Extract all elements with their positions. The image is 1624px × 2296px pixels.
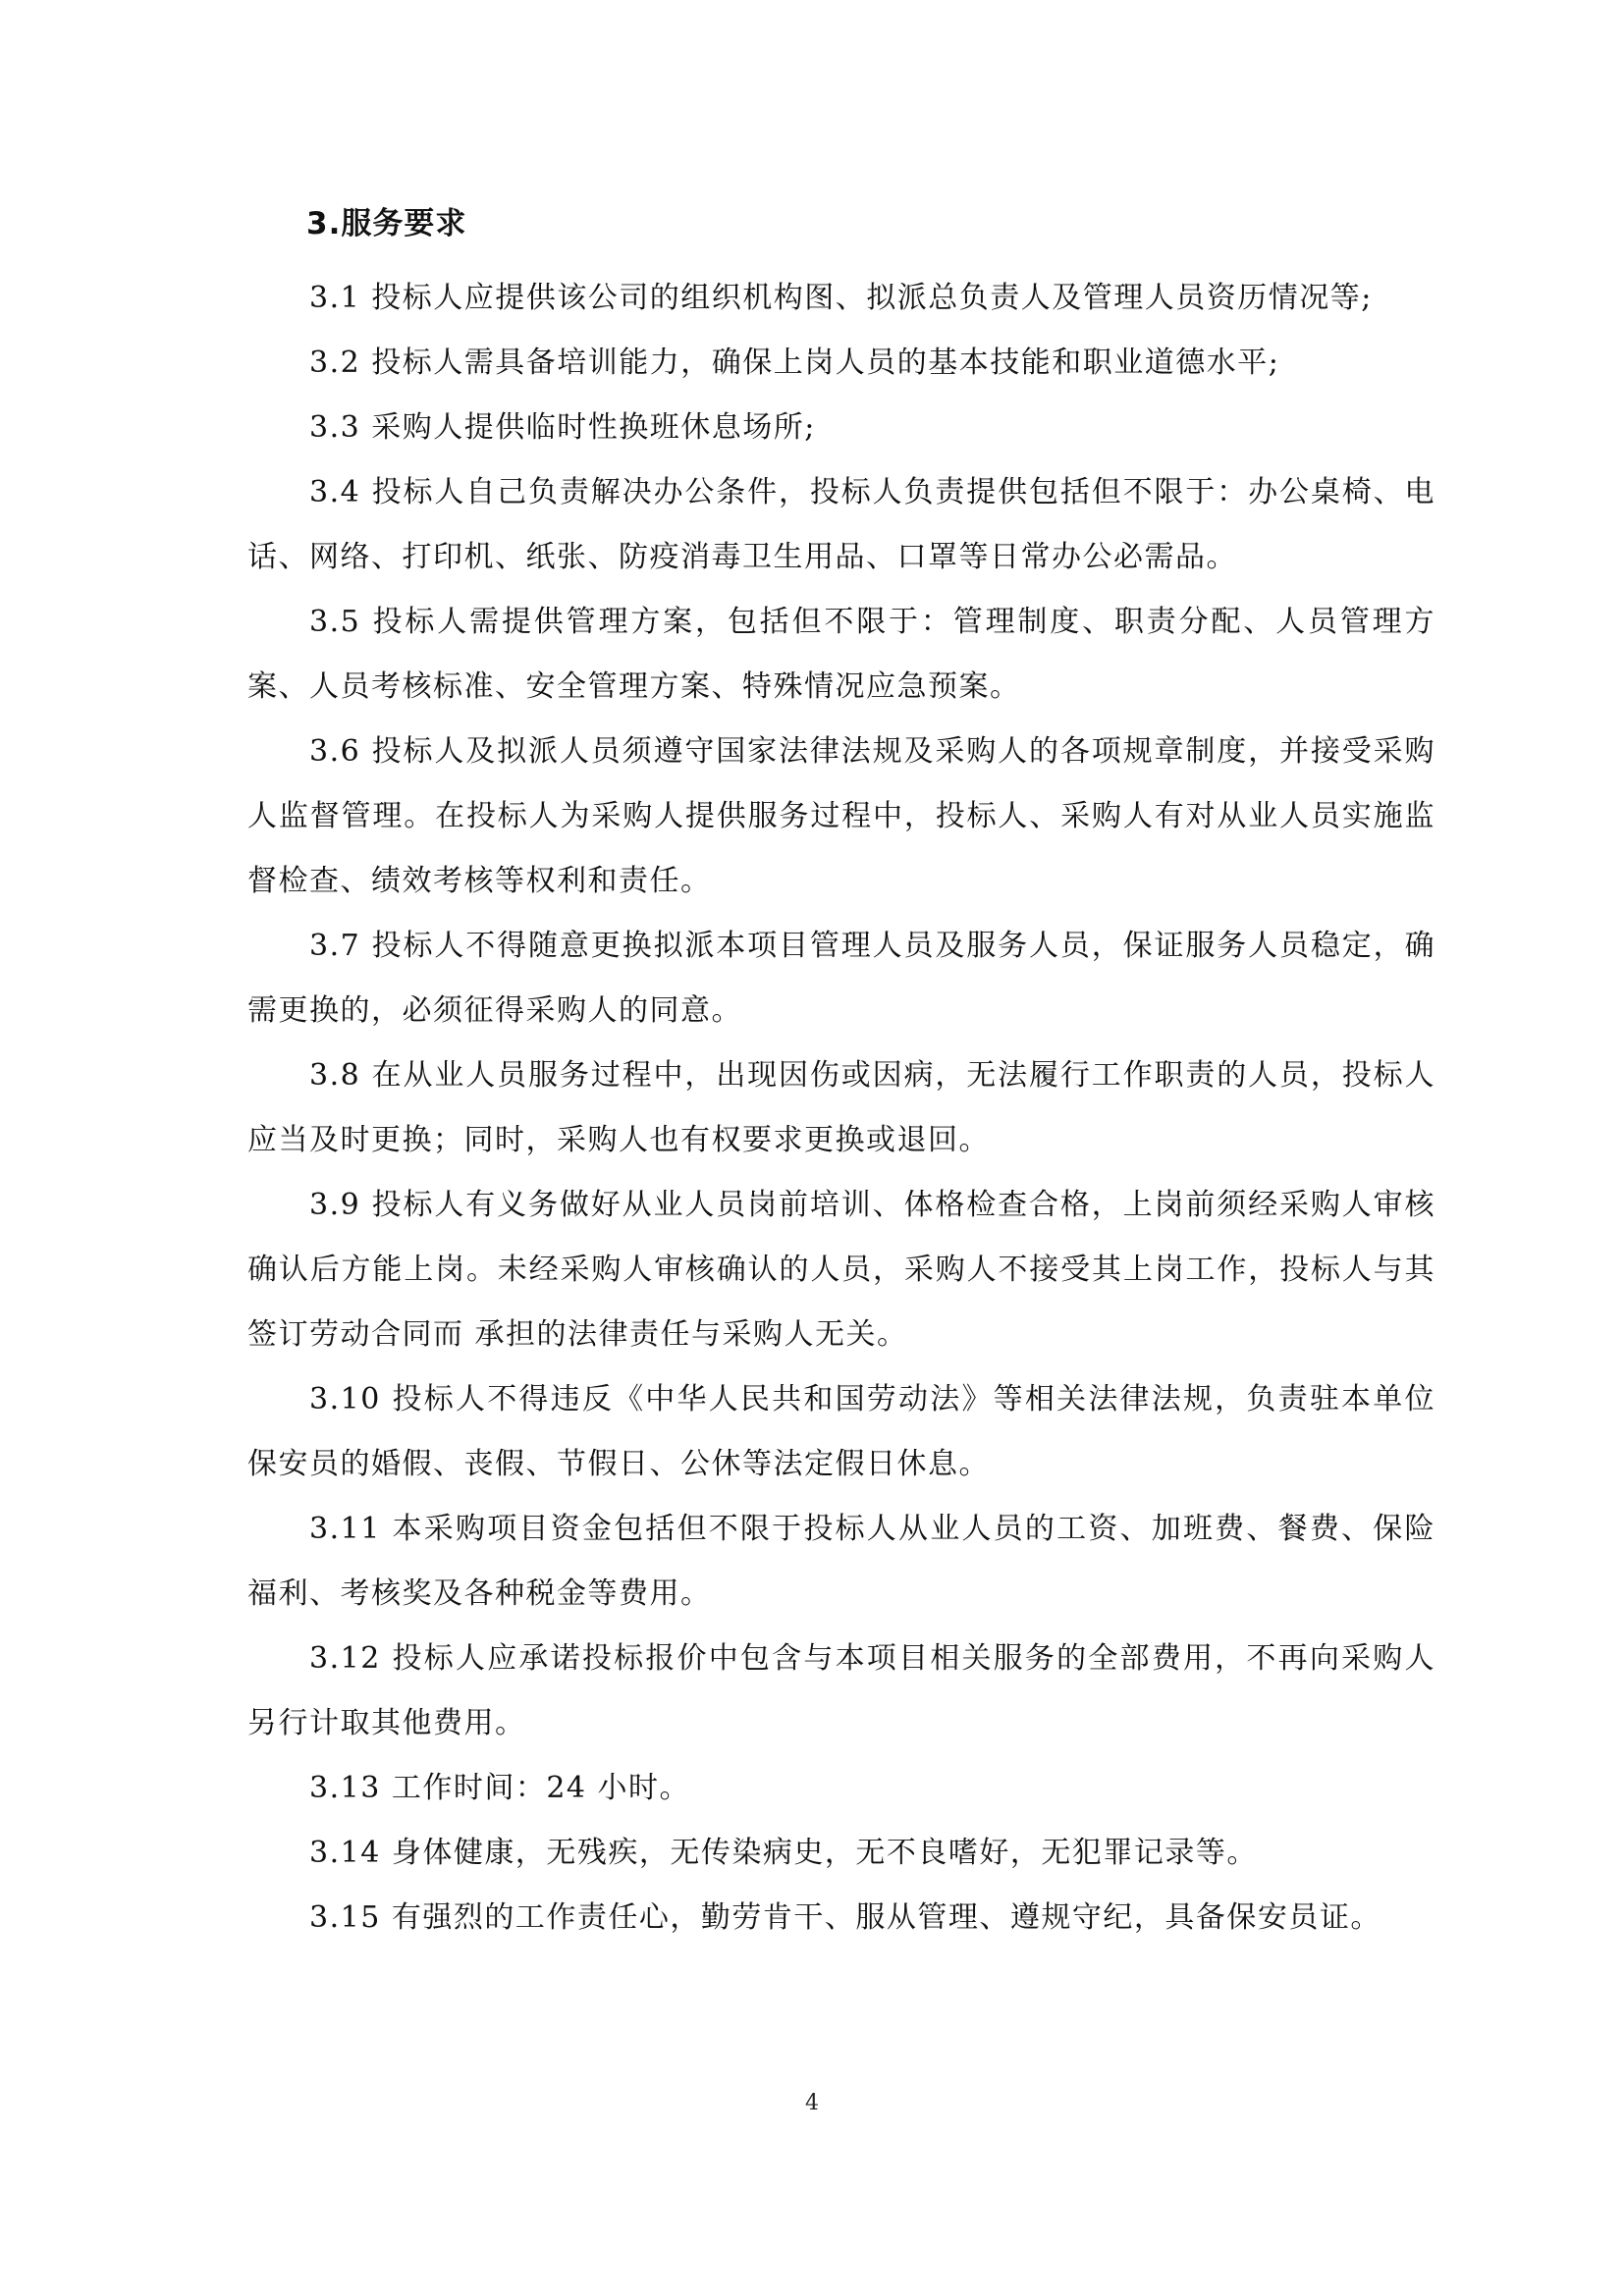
paragraph-3-9: 3.9 投标人有义务做好从业人员岗前培训、体格检查合格，上岗前须经采购人审核确认后方能上岗。未经采购人审核确认的人员，采购人不接受其上岗工作，投标人与其签订劳动合同而 承担的法律责任与采购人无关。 xyxy=(247,1188,1435,1352)
paragraph-3-11: 3.11 本采购项目资金包括但不限于投标人从业人员的工资、加班费、餐费、保险福利、考核奖及各种税金等费用。 xyxy=(247,1512,1435,1611)
document-body xyxy=(247,204,1435,1950)
paragraph-3-5: 3.5 投标人需提供管理方案，包括但不限于：管理制度、职责分配、人员管理方案、人员考核标准、安全管理方案、特殊情况应急预案。 xyxy=(247,605,1435,704)
paragraph-3-3: 3.3 采购人提供临时性换班休息场所; xyxy=(309,410,816,445)
section-heading: 3.服务要求 xyxy=(306,206,467,241)
paragraph-3-12: 3.12 投标人应承诺投标报价中包含与本项目相关服务的全部费用，不再向采购人另行计取其他费用。 xyxy=(247,1641,1435,1740)
paragraph-3-8: 3.8 在从业人员服务过程中，出现因伤或因病，无法履行工作职责的人员，投标人应当及时更换；同时，采购人也有权要求更换或退回。 xyxy=(247,1058,1435,1157)
paragraph-3-7: 3.7 投标人不得随意更换拟派本项目管理人员及服务人员，保证服务人员稳定，确需更换的，必须征得采购人的同意。 xyxy=(247,929,1435,1028)
paragraph-3-1: 3.1 投标人应提供该公司的组织机构图、拟派总负责人及管理人员资历情况等; xyxy=(309,281,1373,315)
paragraph-3-13: 3.13 工作时间：24 小时。 xyxy=(309,1771,691,1805)
paragraph-3-6: 3.6 投标人及拟派人员须遵守国家法律法规及采购人的各项规章制度，并接受采购人监督管理。在投标人为采购人提供服务过程中，投标人、采购人有对从业人员实施监督检查、绩效考核等权利和责任。 xyxy=(247,734,1435,898)
paragraph-3-10: 3.10 投标人不得违反《中华人民共和国劳动法》等相关法律法规，负责驻本单位保安员的婚假、丧假、节假日、公休等法定假日休息。 xyxy=(247,1382,1435,1481)
page-number: 4 xyxy=(805,2091,819,2115)
paragraph-3-14: 3.14 身体健康，无残疾，无传染病史，无不良嗜好，无犯罪记录等。 xyxy=(309,1836,1258,1870)
paragraph-3-2: 3.2 投标人需具备培训能力，确保上岗人员的基本技能和职业道德水平; xyxy=(309,346,1280,380)
paragraph-3-4: 3.4 投标人自己负责解决办公条件，投标人负责提供包括但不限于：办公桌椅、电话、网络、打印机、纸张、防疫消毒卫生用品、口罩等日常办公必需品。 xyxy=(247,475,1435,574)
paragraph-3-15: 3.15 有强烈的工作责任心，勤劳肯干、服从管理、遵规守纪，具备保安员证。 xyxy=(309,1900,1381,1935)
